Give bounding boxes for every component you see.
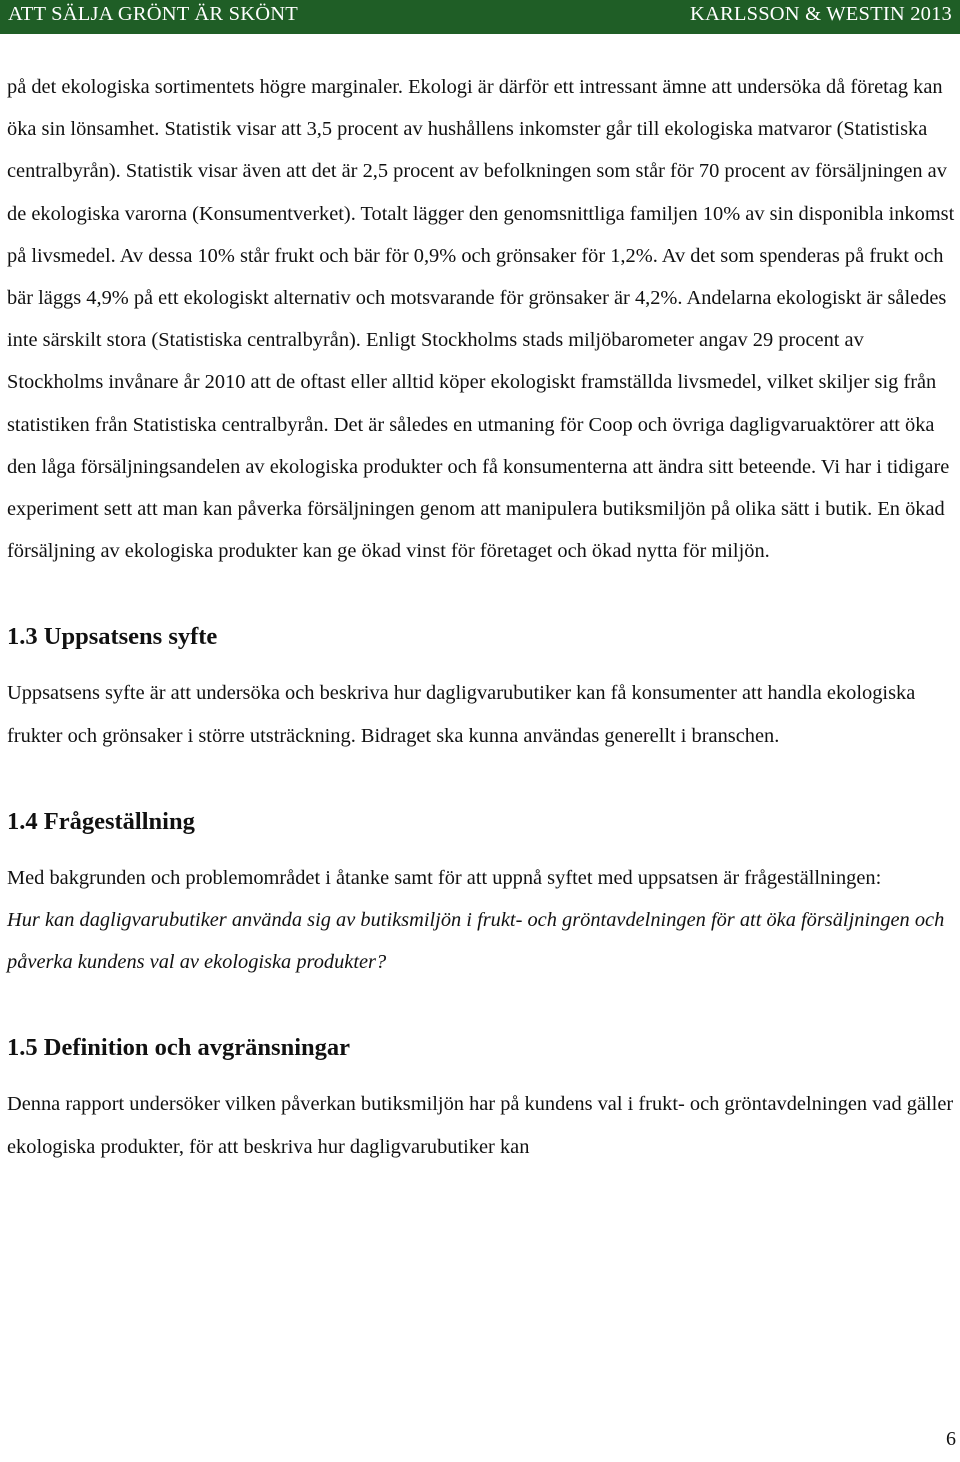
header-title: ATT SÄLJA GRÖNT ÄR SKÖNT — [8, 3, 298, 25]
section-heading-purpose: 1.3 Uppsatsens syfte — [7, 623, 218, 651]
research-question: Hur kan dagligvarubutiker använda sig av butiksmiljön i frukt- och gröntavdelningen för att öka försäljningen och påverka kundens val av ekologiska produkter? — [7, 909, 945, 974]
intro-paragraph: på det ekologiska sortimentets högre marginaler. Ekologi är därför ett intressant ämne att undersöka då företag kan öka sin lönsamhet. Statistik visar att 3,5 procent av hushållens inkomster går till ekologiska matvaror (Statistiska centralbyrån). Statistik visar även att det är 2,5 procent av befolkningen som står för 70 procent av försäljningen av de ekologiska varorna (Konsumentverket). Totalt lägger den genomsnittliga familjen 10% av sin disponibla inkomst på livsmedel. Av dessa 10% står frukt och bär för 0,9% och grönsaker för 1,2%. Av det som spenderas på frukt och bär läggs 4,9% på ett ekologiskt alternativ och motsvarande för grönsaker är 4,2%. Andelarna ekologiskt är således inte särskilt stora (Statistiska centralbyrån). Enligt Stockholms stads miljöbarometer angav 29 procent av Stockholms invånare år 2010 att de oftast eller alltid köper ekologiskt framställda livsmedel, vilket skiljer sig från statistiken från Statistiska centralbyrån. Det är således en utmaning för Coop och övriga dagligvaruaktörer att öka den låga försäljningsandelen av ekologiska produkter och få konsumenterna att ändra sitt beteende. Vi har i tidigare experiment sett att man kan påverka försäljningen genom att manipulera butiksmiljön på olika sätt i butik. En ökad försäljning av ekologiska produkter kan ge ökad vinst för företaget och ökad nytta för miljön. — [7, 76, 955, 563]
section-heading-research-question: 1.4 Frågeställning — [7, 807, 195, 835]
page-content — [7, 66, 957, 1168]
section-body-purpose: Uppsatsens syfte är att undersöka och beskriva hur dagligvarubutiker kan få konsumenter att handla ekologiska frukter och grönsaker i större utsträckning. Bidraget ska kunna användas generellt i branschen. — [7, 682, 916, 747]
section-body-definitions: Denna rapport undersöker vilken påverkan butiksmiljön har på kundens val i frukt- och gröntavdelningen vad gäller ekologiska produkter, för att beskriva hur dagligvarubutiker kan — [7, 1093, 954, 1158]
section-heading-definitions: 1.5 Definition och avgränsningar — [7, 1034, 351, 1062]
section-body-research-question: Med bakgrunden och problemområdet i åtanke samt för att uppnå syftet med uppsatsen är frågeställningen: — [7, 866, 882, 889]
header-authors-year: KARLSSON & WESTIN 2013 — [690, 3, 952, 25]
running-header — [0, 0, 960, 34]
page-number: 6 — [946, 1428, 956, 1450]
